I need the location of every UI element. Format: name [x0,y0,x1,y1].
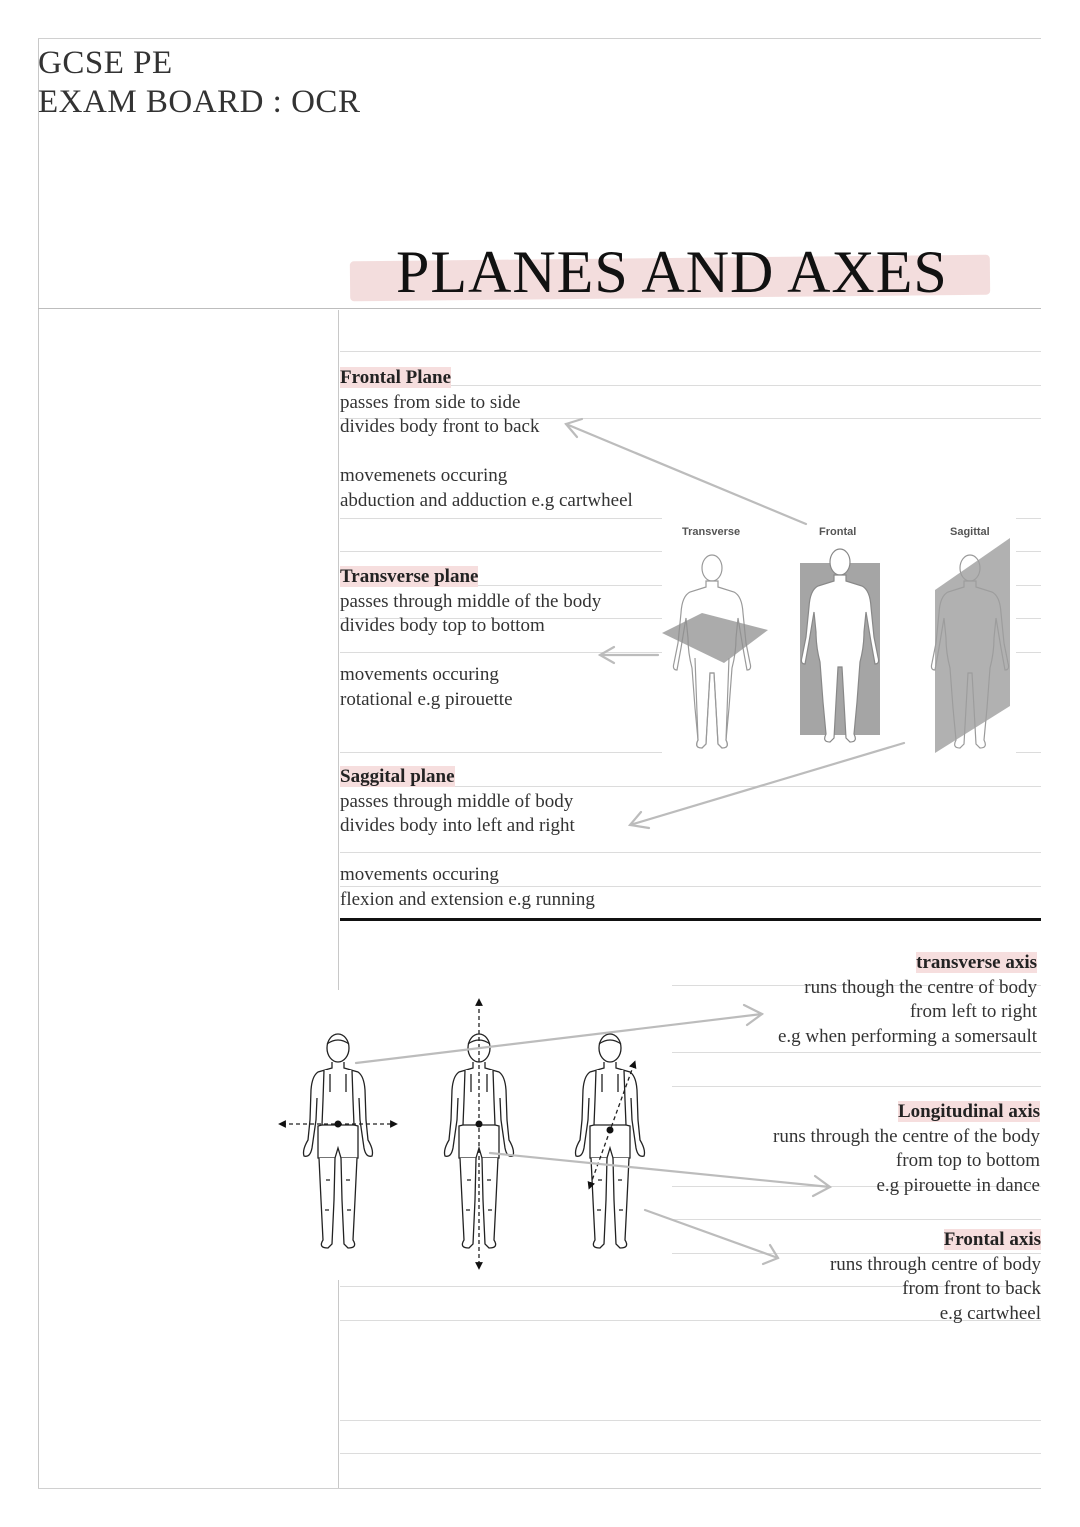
ruled-line [672,1219,1041,1220]
plane-label-transverse: Transverse [682,526,741,538]
note-line: runs though the centre of body [804,976,1037,998]
note-line: from top to bottom [895,1150,1040,1171]
note-line: movements occuring [340,864,499,885]
axes-diagram [270,990,670,1280]
note-line: divides body into left and right [340,815,575,836]
note-heading: Transverse plane [340,566,479,587]
section-divider [340,918,1041,921]
ruled-line [672,1086,1041,1087]
note-line: movements occuring [340,664,499,685]
note-line: passes from side to side [340,391,521,413]
frontal-plane-note [340,366,633,513]
header-divider [38,308,1041,309]
course-header [38,44,360,122]
note-line: rotational e.g pirouette [340,688,513,710]
note-heading: transverse axis [916,952,1037,973]
exam-board: EXAM BOARD : OCR [38,84,361,120]
note-heading: Saggital plane [340,766,455,787]
ruled-line [340,351,1041,352]
margin-line [38,38,39,1488]
sagittal-plane-shape [935,538,1010,753]
course-name: GCSE PE [38,45,173,81]
note-line: abduction and adduction e.g cartwheel [340,489,633,511]
note-heading: Frontal axis [943,1229,1041,1250]
plane-label-frontal: Frontal [819,526,857,538]
note-line: from front to back [902,1278,1041,1299]
planes-illustration [662,518,1016,758]
note-line: divides body front to back [340,416,540,437]
note-heading: Longitudinal axis [897,1101,1040,1122]
ruled-line [340,1453,1041,1454]
arrow-transverse-plane [600,647,658,663]
bottom-border [38,1488,1041,1489]
axes-illustration [270,990,670,1280]
note-line: passes through middle of body [340,790,574,812]
plane-label-sagittal: Sagittal [950,526,990,538]
note-line: e.g cartwheel [939,1302,1041,1324]
note-line: runs through the centre of the body [773,1125,1040,1147]
note-heading: Frontal Plane [340,367,452,388]
planes-diagram [662,518,1016,758]
longitudinal-axis-note [773,1100,1040,1198]
note-line: flexion and extension e.g running [340,888,595,910]
note-line: from left to right [909,1001,1037,1022]
sagittal-plane-note [340,765,595,912]
ruled-line [340,1420,1041,1421]
ruled-line [672,1052,1041,1053]
transverse-plane-note [340,565,601,712]
note-line: e.g pirouette in dance [876,1174,1040,1196]
note-line: passes through middle of the body [340,590,602,612]
note-line: movemenets occuring [340,465,508,486]
transverse-axis-note [778,951,1037,1049]
frontal-axis-note [830,1228,1041,1326]
note-line: e.g when performing a somersault [777,1025,1037,1047]
page-title: PLANES AND AXES [396,239,948,305]
column-divider [338,310,339,1488]
note-line: runs through centre of body [829,1253,1041,1275]
note-line: divides body top to bottom [340,615,545,636]
top-border [38,38,1041,39]
